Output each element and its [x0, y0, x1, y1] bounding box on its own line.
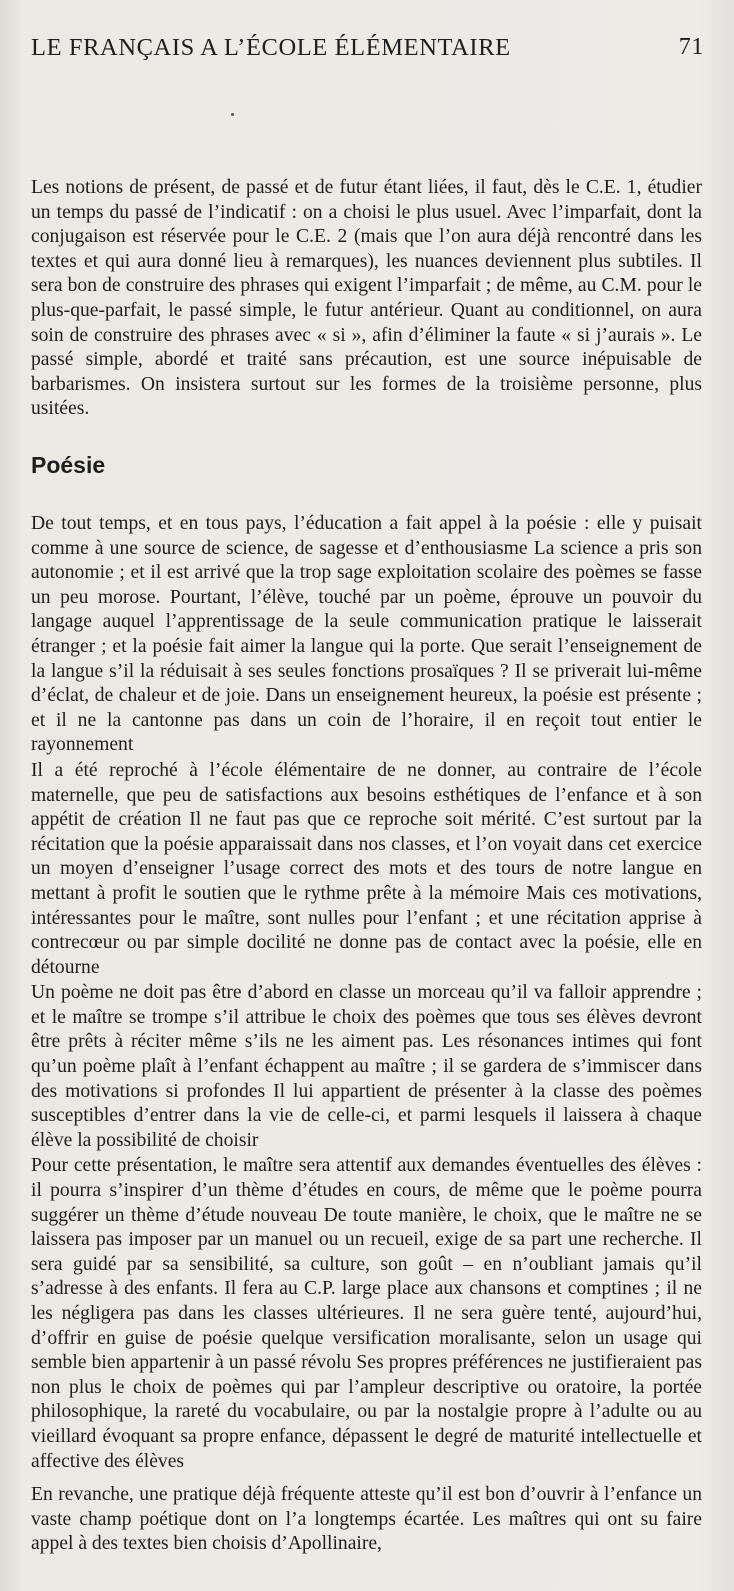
paragraph: Pour cette présentation, le maître sera attentif aux demandes éventuelles des élèves : il pourra s’inspirer d’un thème d’études en cours, de même que le poème pourra suggérer un thème d’étude nouveau De toute manière, le choix, que le maître ne se laissera pas imposer par un manuel ou un recueil, exige de sa part une recherche. Il sera guidé par sa sensibilité, sa culture, son goût – en n’oubliant jamais qu’il s’adresse à des enfants. Il fera au C.P. large place aux chansons et comptines ; il ne les négligera pas dans les classes ultérieures. Il ne sera guère tenté, aujourd’hui, d’offrir en guise de poésie quelque versification moralisante, selon un usage qui semble bien appartenir à un passé révolu Ses propres préférences ne justifieraient pas non plus le choix de poèmes qui par l’ampleur descriptive ou oratoire, la portée philosophique, la rareté du vocabulaire, ou par la nostalgie propre à l’adulte ou au vieillard évoquant sa propre enfance, dépassent le degré de maturité intellectuelle et affective des élèves	[31, 1155, 702, 1472]
paragraph: Un poème ne doit pas être d’abord en classe un morceau qu’il va falloir apprendre ; et le maître se trompe s’il attribue le choix des poèmes que tous ses élèves devront être prêts à réciter même s’ils ne les aiment pas. Les résonances intimes qui font qu’un poème plaît à l’enfant échappent au maître ; il se gardera de s’immiscer dans des motivations si profondes Il lui appartient de présenter à la classe des poèmes susceptibles d’entrer dans la vie de celle-ci, et parmi lesquels il laissera à chaque élève la possibilité de choisir	[31, 982, 702, 1151]
running-title: LE FRANÇAIS A L’ÉCOLE ÉLÉMENTAIRE	[31, 34, 511, 61]
intro-paragraph: Les notions de présent, de passé et de futur étant liées, il faut, dès le C.E. 1, étudier un temps du passé de l’indicatif : on a choisi le plus usuel. Avec l’imparfait, dont la conjugaison est réservée pour le C.E. 2 (mais que l’on aura déjà rencontré dans les textes et qui aura donné lieu à remarques), les nuances deviennent plus subtiles. Il sera bon de construire des phrases qui exigent l’imparfait ; de même, au C.M. pour le plus-que-parfait, le passé simple, le futur antérieur. Quant au conditionnel, on aura soin de construire des phrases avec « si », afin d’éliminer la faute « si j’aurais ». Le passé simple, abordé et traité sans précaution, est une source inépuisable de barbarismes. On insistera surtout sur les formes de la troisième personne, plus usitées.	[31, 177, 702, 420]
page-number: 71	[678, 34, 704, 60]
running-header	[28, 34, 706, 68]
print-speck	[231, 113, 234, 116]
paragraph: En revanche, une pratique déjà fréquente atteste qu’il est bon d’ouvrir à l’enfance un vaste champ poétique dont on l’a longtemps écartée. Les maîtres qui ont su faire appel à des textes bien choisis d’Apollinaire,	[31, 1484, 702, 1555]
section-text-block	[31, 512, 702, 1557]
intro-text-block	[31, 176, 702, 422]
section-heading: Poésie	[31, 452, 106, 478]
paragraph: De tout temps, et en tous pays, l’éducation a fait appel à la poésie : elle y puisait comme à une source de science, de sagesse et d’enthousiasme La science a pris son autonomie ; et il est arrivé que la trop sage exploitation scolaire des poèmes se fasse un peu morose. Pourtant, l’élève, touché par un poème, éprouve un pouvoir du langage auquel l’apprentissage de la seule communication pratique le laisserait étranger ; et la poésie fait aimer la langue qui la porte. Que serait l’enseignement de la langue s’il la réduisait à ses seules fonctions prosaïques ? Il se priverait lui-même d’éclat, de chaleur et de joie. Dans un enseignement heureux, la poésie est présente ; et il ne la cantonne pas dans un coin de l’horaire, il en reçoit tout entier le rayonnement	[31, 513, 702, 756]
paragraph: Il a été reproché à l’école élémentaire de ne donner, au contraire de l’école maternelle, que peu de satisfactions aux besoins esthétiques de l’enfance et à son appétit de création Il ne faut pas que ce reproche soit mérité. C’est surtout par la récitation que la poésie apparaissait dans nos classes, et l’on voyait dans cet exercice un moyen d’enseigner l’usage correct des mots et des tours de notre langue en mettant à profit le soutien que le rythme prête à la mémoire Mais ces motivations, intéressantes pour le maître, sont nulles pour l’enfant ; et une récitation apprise à contrecœur ou par simple docilité ne donne pas de contact avec la poésie, elle en détourne	[31, 759, 702, 978]
